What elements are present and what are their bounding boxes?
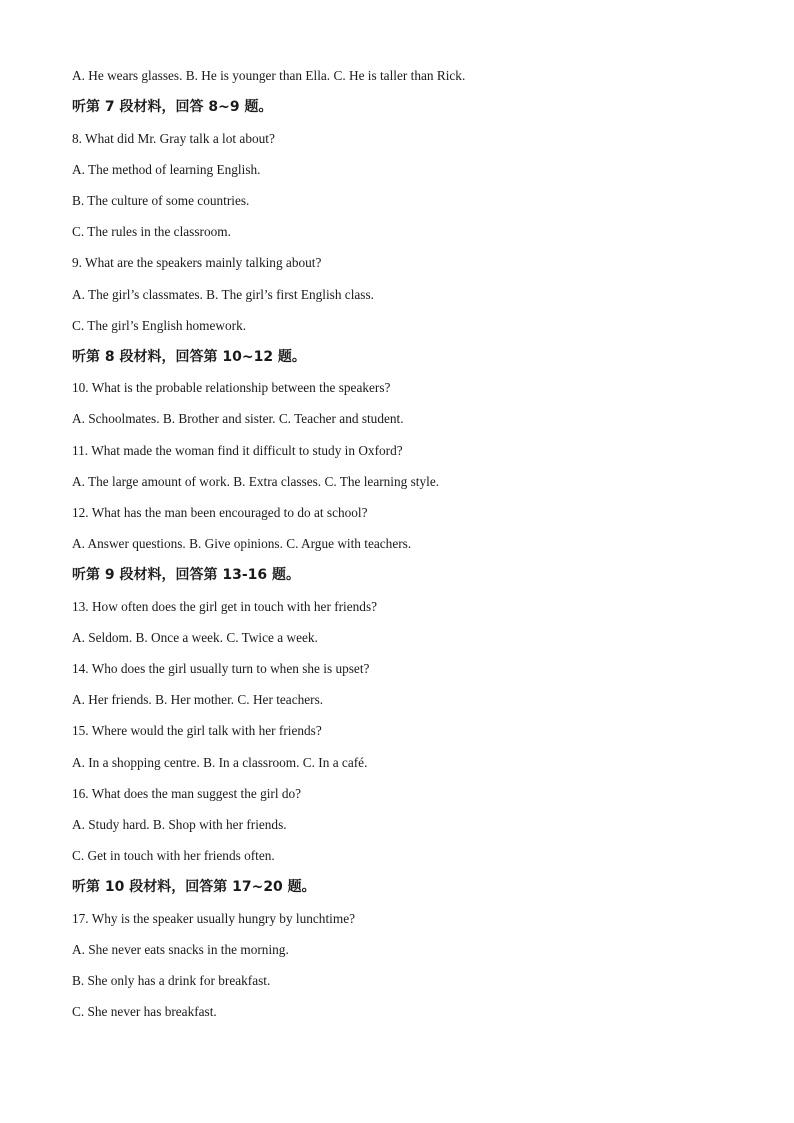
question: 16. What does the man suggest the girl do? xyxy=(72,786,302,801)
answer-option: B. The culture of some countries. xyxy=(72,193,250,208)
answer-options: A. He wears glasses. B. He is younger than Ella. C. He is taller than Rick. xyxy=(72,68,466,83)
section-heading: 听第 10 段材料，回答第 17~20 题。 xyxy=(72,879,316,895)
question: 12. What has the man been encouraged to do at school? xyxy=(72,505,368,520)
answer-option: C. She never has breakfast. xyxy=(72,1004,217,1019)
answer-options: A. The girl’s classmates. B. The girl’s first English class. xyxy=(72,287,374,302)
answer-options: A. In a shopping centre. B. In a classroom. C. In a café. xyxy=(72,755,368,770)
question: 14. Who does the girl usually turn to when she is upset? xyxy=(72,661,370,676)
section-heading: 听第 8 段材料，回答第 10~12 题。 xyxy=(72,349,306,365)
answer-option: A. The method of learning English. xyxy=(72,162,261,177)
section-heading: 听第 9 段材料，回答第 13-16 题。 xyxy=(72,567,301,583)
question: 17. Why is the speaker usually hungry by lunchtime? xyxy=(72,911,355,926)
answer-options: A. Study hard. B. Shop with her friends. xyxy=(72,817,287,832)
question: 15. Where would the girl talk with her friends? xyxy=(72,723,322,738)
answer-option: C. The girl’s English homework. xyxy=(72,318,247,333)
question: 9. What are the speakers mainly talking about? xyxy=(72,255,322,270)
answer-options: A. Schoolmates. B. Brother and sister. C. Teacher and student. xyxy=(72,411,404,426)
answer-options: A. Seldom. B. Once a week. C. Twice a week. xyxy=(72,630,318,645)
answer-options: A. Answer questions. B. Give opinions. C. Argue with teachers. xyxy=(72,536,412,551)
answer-option: B. She only has a drink for breakfast. xyxy=(72,973,271,988)
section-heading: 听第 7 段材料，回答 8~9 题。 xyxy=(72,99,273,115)
answer-options: A. The large amount of work. B. Extra classes. C. The learning style. xyxy=(72,474,440,489)
answer-option: C. Get in touch with her friends often. xyxy=(72,848,275,863)
answer-option: A. She never eats snacks in the morning. xyxy=(72,942,289,957)
answer-options: A. Her friends. B. Her mother. C. Her teachers. xyxy=(72,692,324,707)
answer-option: C. The rules in the classroom. xyxy=(72,224,231,239)
question: 11. What made the woman find it difficult to study in Oxford? xyxy=(72,443,403,458)
question: 10. What is the probable relationship between the speakers? xyxy=(72,380,391,395)
question: 13. How often does the girl get in touch with her friends? xyxy=(72,599,378,614)
question: 8. What did Mr. Gray talk a lot about? xyxy=(72,131,275,146)
